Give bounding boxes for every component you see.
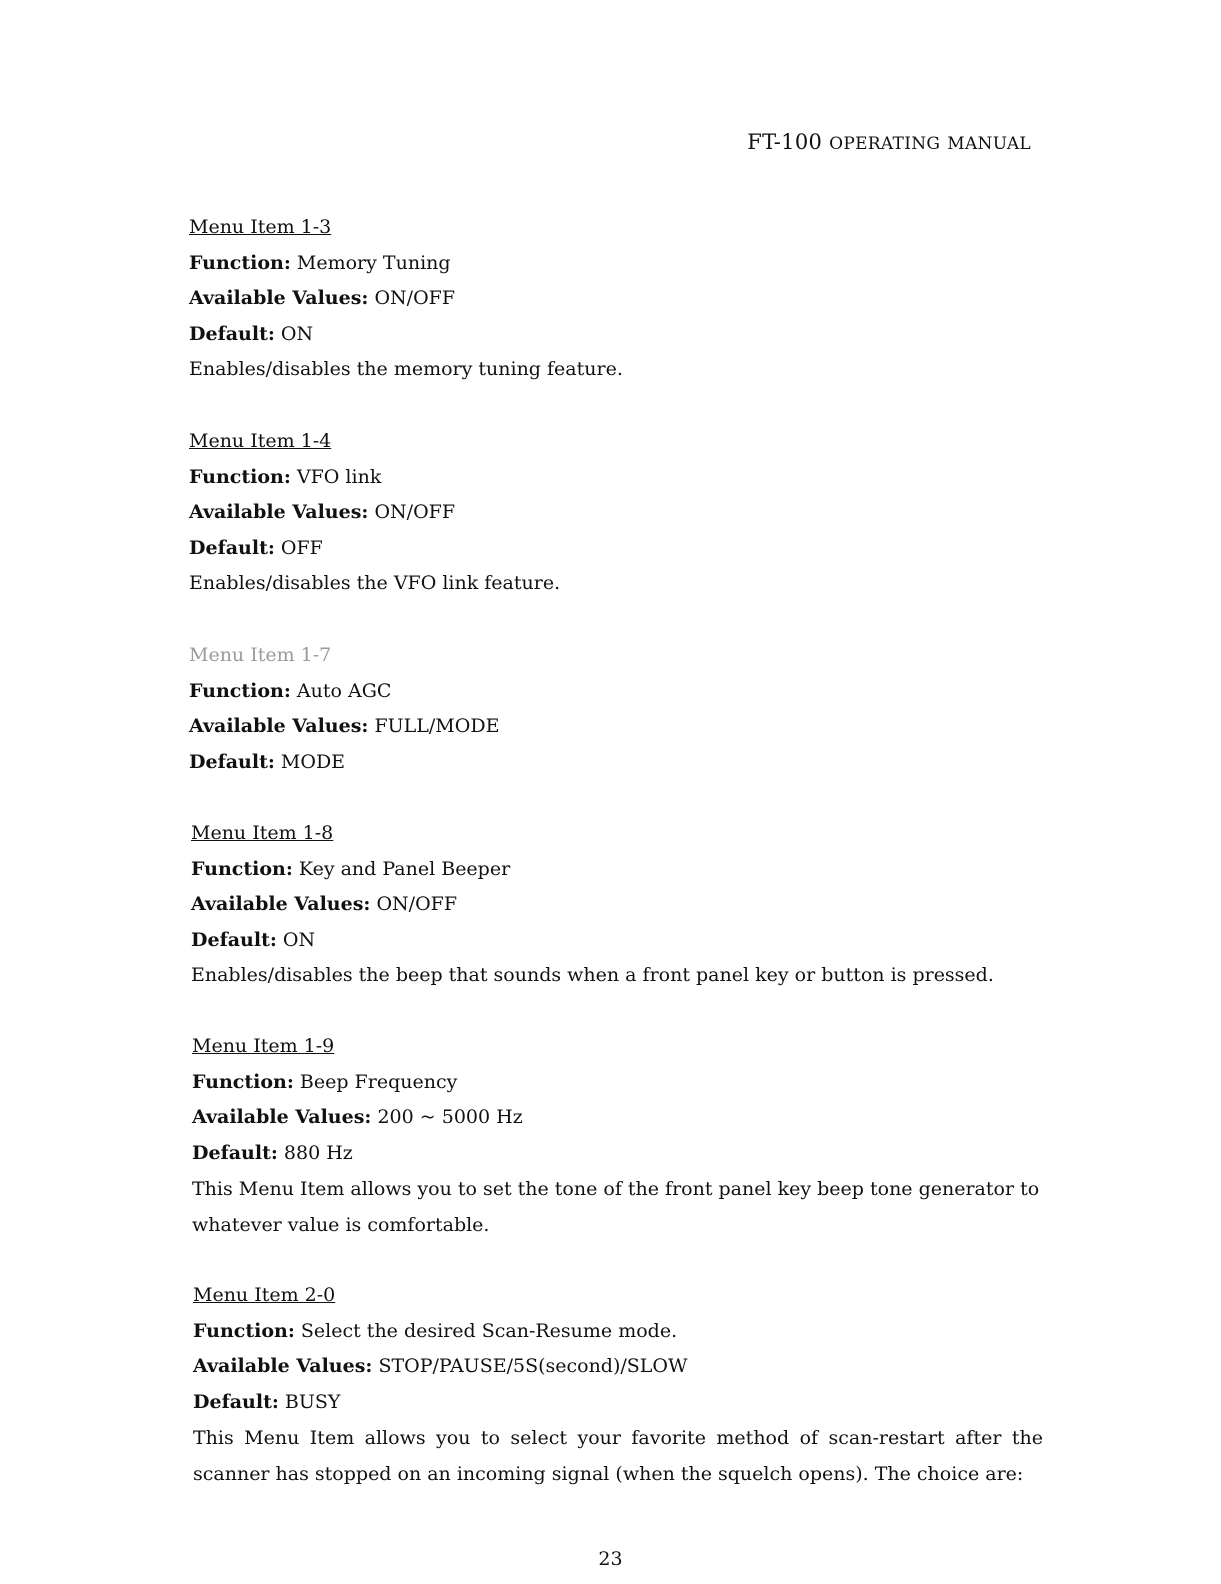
default-value: 880 Hz <box>283 1141 353 1164</box>
function-row <box>189 246 1039 282</box>
header-model: FT-100 <box>747 130 830 154</box>
function-label: Function: <box>189 251 291 274</box>
values-row <box>189 281 1039 317</box>
values-label: Available Values: <box>189 501 369 523</box>
default-label: Default: <box>193 1390 279 1413</box>
function-label: Function: <box>193 1319 295 1342</box>
description: Enables/disables the memory tuning feature. <box>189 358 623 380</box>
menu-item-title: Menu Item 1-9 <box>192 1035 335 1057</box>
function-label: Function: <box>192 1070 294 1093</box>
function-value: Auto AGC <box>296 679 392 702</box>
default-value: MODE <box>280 750 346 773</box>
description: Enables/disables the beep that sounds when a front panel key or button is pressed. <box>191 964 994 986</box>
function-row <box>191 852 1041 888</box>
function-row <box>192 1065 1042 1101</box>
values-value: FULL/MODE <box>374 715 500 737</box>
function-label: Function: <box>191 857 293 880</box>
header-manual: MANUAL <box>947 134 1031 154</box>
page-header <box>747 130 1031 154</box>
menu-item-title: Menu Item 1-8 <box>191 822 334 844</box>
description: Enables/disables the VFO link feature. <box>189 572 561 594</box>
function-value: Beep Frequency <box>299 1070 458 1093</box>
values-row <box>192 1100 1042 1136</box>
default-label: Default: <box>189 536 275 559</box>
values-label: Available Values: <box>192 1106 372 1128</box>
menu-item-title: Menu Item 1-7 <box>189 644 332 666</box>
menu-item-block <box>189 638 1039 780</box>
values-row <box>189 709 1039 745</box>
menu-item-block <box>189 424 1039 602</box>
default-value: ON <box>282 928 316 951</box>
default-value: BUSY <box>284 1390 341 1413</box>
default-value: ON <box>280 322 314 345</box>
values-value: 200 ~ 5000 Hz <box>377 1106 523 1128</box>
function-row <box>189 460 1039 496</box>
default-row <box>189 317 1039 353</box>
default-label: Default: <box>189 322 275 345</box>
header-operating: OPERATING <box>829 134 941 154</box>
menu-item-title: Menu Item 1-3 <box>189 216 332 238</box>
values-label: Available Values: <box>193 1355 373 1377</box>
default-row <box>189 745 1039 781</box>
menu-item-block <box>191 816 1041 994</box>
function-label: Function: <box>189 679 291 702</box>
function-value: Key and Panel Beeper <box>298 857 511 880</box>
values-value: ON/OFF <box>374 287 456 309</box>
function-label: Function: <box>189 465 291 488</box>
function-value: Select the desired Scan-Resume mode. <box>300 1319 678 1342</box>
function-value: VFO link <box>296 465 382 488</box>
default-row <box>193 1385 1043 1421</box>
default-label: Default: <box>189 750 275 773</box>
description: This Menu Item allows you to set the tone of the front panel key beep tone generator to whatever value is comfortable. <box>192 1178 1040 1236</box>
values-value: ON/OFF <box>374 501 456 523</box>
default-row <box>192 1136 1042 1172</box>
default-row <box>189 531 1039 567</box>
values-row <box>189 495 1039 531</box>
default-label: Default: <box>191 928 277 951</box>
page-number: 23 <box>598 1548 623 1570</box>
function-value: Memory Tuning <box>296 251 451 274</box>
values-label: Available Values: <box>189 287 369 309</box>
menu-item-block <box>189 210 1039 388</box>
menu-item-block <box>193 1278 1043 1492</box>
default-label: Default: <box>192 1141 278 1164</box>
menu-item-title: Menu Item 1-4 <box>189 430 332 452</box>
default-value: OFF <box>280 536 323 559</box>
function-row <box>189 674 1039 710</box>
description: This Menu Item allows you to select your favorite method of scan-restart after the scanner has stopped on an incoming signal (when the squelch opens). The choice are: <box>193 1427 1043 1485</box>
function-row <box>193 1314 1043 1350</box>
values-label: Available Values: <box>191 893 371 915</box>
values-row <box>193 1349 1043 1385</box>
values-value: ON/OFF <box>376 893 458 915</box>
menu-item-block <box>192 1029 1042 1243</box>
values-label: Available Values: <box>189 715 369 737</box>
values-value: STOP/PAUSE/5S(second)/SLOW <box>378 1355 688 1377</box>
menu-item-title: Menu Item 2-0 <box>193 1284 336 1306</box>
default-row <box>191 923 1041 959</box>
values-row <box>191 887 1041 923</box>
